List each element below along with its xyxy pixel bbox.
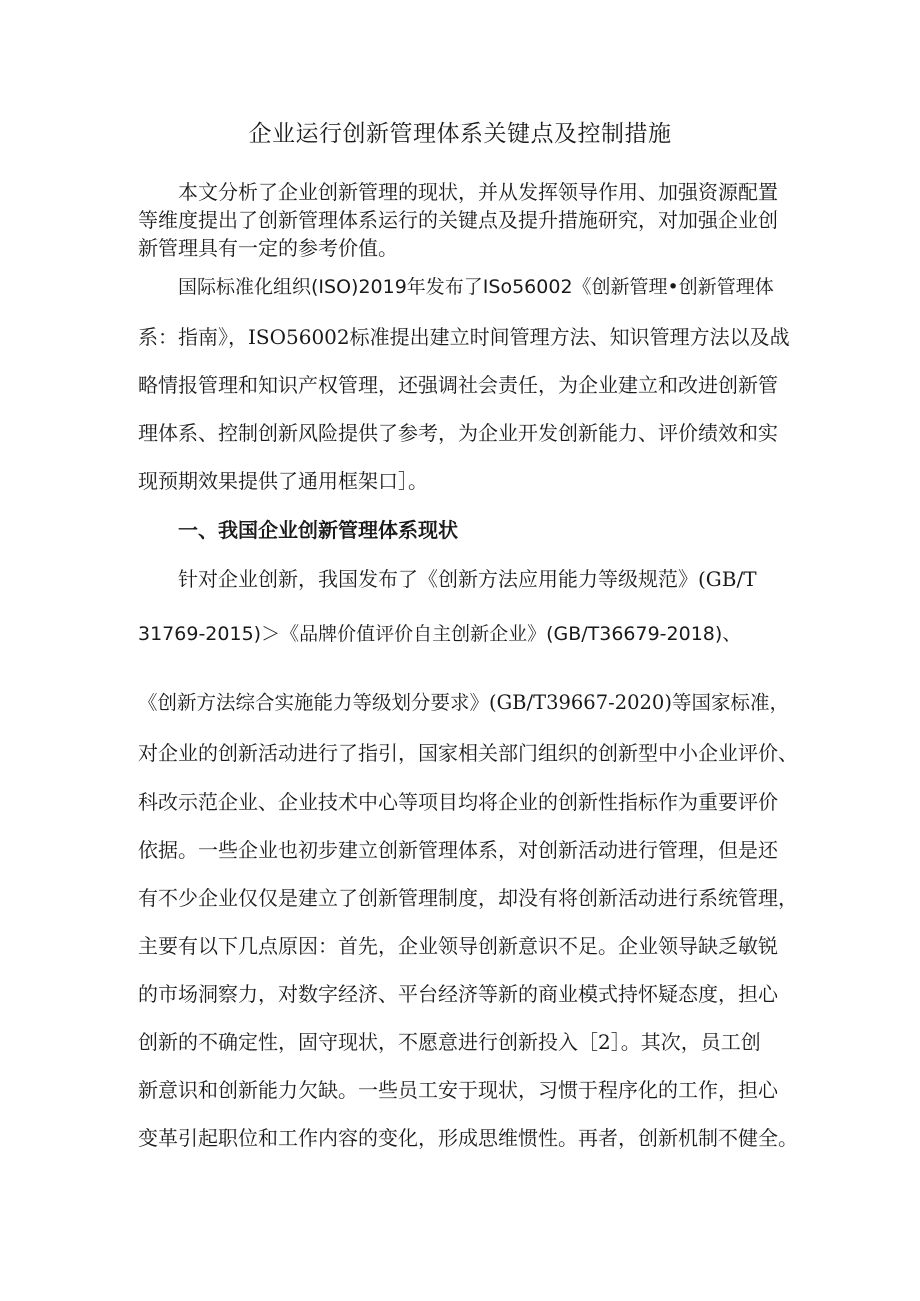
body-line: 对企业的创新活动进行了指引，国家相关部门组织的创新型中小企业评价、 xyxy=(138,741,798,765)
intro-line: 现预期效果提供了通用框架口］。 xyxy=(138,469,428,493)
intro-line: 国际标准化组织(ISO)2019年发布了ISo56002《创新管理•创新管理体 xyxy=(178,276,774,298)
body-line: 依据。一些企业也初步建立创新管理体系，对创新活动进行管理，但是还 xyxy=(138,838,778,862)
body-line: 主要有以下几点原因：首先，企业领导创新意识不足。企业领导缺乏敏锐 xyxy=(138,934,778,958)
body-line: 《创新方法综合实施能力等级划分要求》(GB/T39667-2020)等国家标准， xyxy=(138,691,789,714)
body-line: 科改示范企业、企业技术中心等项目均将企业的创新性指标作为重要评价 xyxy=(138,790,778,814)
abstract-line: 新管理具有一定的参考价值。 xyxy=(138,236,398,260)
document-title: 企业运行创新管理体系关键点及控制措施 xyxy=(248,121,672,147)
intro-line: 略情报管理和知识产权管理，还强调社会责任，为企业建立和改进创新管 xyxy=(138,373,778,397)
intro-line: 理体系、控制创新风险提供了参考，为企业开发创新能力、评价绩效和实 xyxy=(138,421,778,445)
abstract-line: 等维度提出了创新管理体系运行的关键点及提升措施研究，对加强企业创 xyxy=(138,208,778,232)
body-line: 的市场洞察力，对数字经济、平台经济等新的商业模式持怀疑态度，担心 xyxy=(138,982,778,1006)
section-heading: 一、我国企业创新管理体系现状 xyxy=(178,518,458,542)
intro-line: 系：指南》，ISO56002标准提出建立时间管理方法、知识管理方法以及战 xyxy=(138,325,790,349)
body-line: 新意识和创新能力欠缺。一些员工安于现状，习惯于程序化的工作，担心 xyxy=(138,1078,778,1102)
abstract-line: 本文分析了企业创新管理的现状，并从发挥领导作用、加强资源配置 xyxy=(178,180,778,204)
body-line: 创新的不确定性，固守现状，不愿意进行创新投入［2］。其次，员工创 xyxy=(138,1030,761,1054)
body-line: 有不少企业仅仅是建立了创新管理制度，却没有将创新活动进行系统管理， xyxy=(138,886,798,910)
body-line: 31769-2015)＞《品牌价值评价自主创新企业》(GB/T36679-2018)、 xyxy=(138,623,742,645)
body-line: 针对企业创新，我国发布了《创新方法应用能力等级规范》(GB/T xyxy=(178,567,757,591)
body-line: 变革引起职位和工作内容的变化，形成思维惯性。再者，创新机制不健全。 xyxy=(138,1126,798,1150)
